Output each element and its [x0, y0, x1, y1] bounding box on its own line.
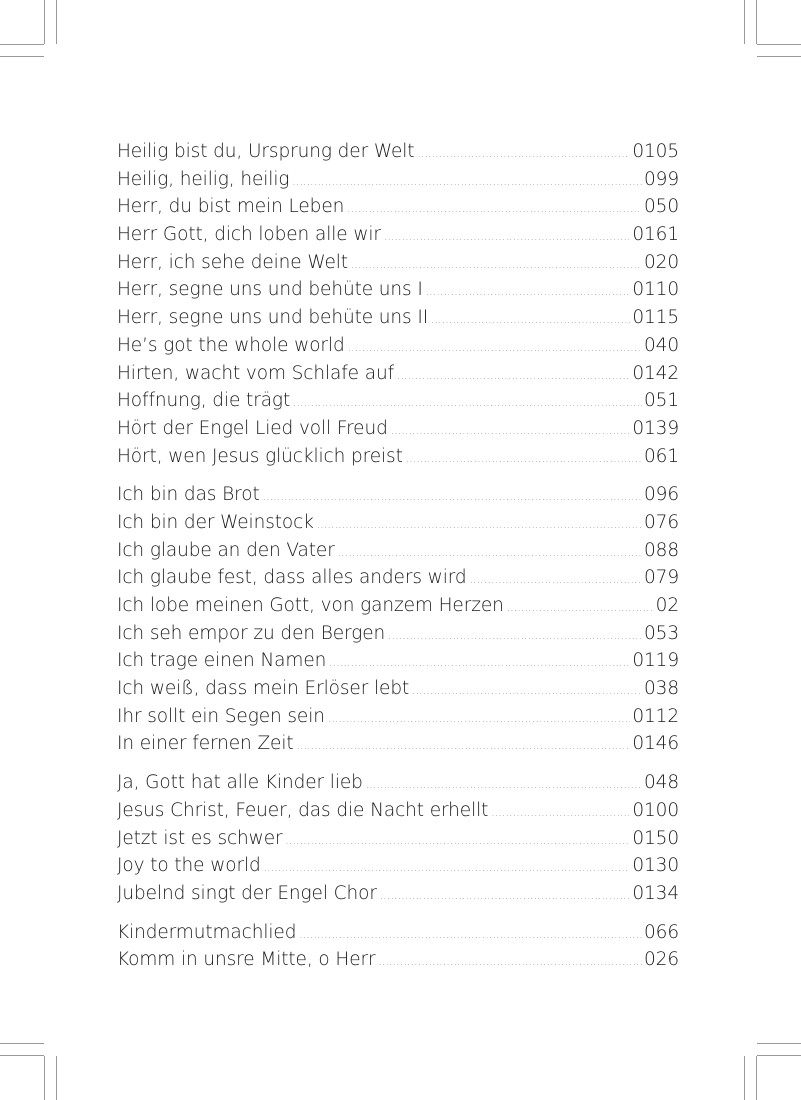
index-group [117, 769, 679, 907]
index-entry [117, 537, 679, 565]
song-title: Ihr sollt ein Segen sein [117, 705, 325, 727]
song-title: Herr, du bist mein Leben [117, 196, 345, 218]
crop-mark [0, 44, 44, 45]
index-entry [117, 221, 679, 249]
song-number: 0161 [632, 224, 679, 246]
index-entry [117, 415, 679, 443]
dot-leader [391, 418, 631, 446]
dot-leader [264, 855, 631, 883]
dot-leader [507, 595, 654, 623]
song-number: 0142 [632, 362, 679, 384]
song-title: Hört, wen Jesus glücklich preist [117, 445, 403, 467]
song-title: Joy to the world [117, 855, 261, 877]
song-title: Herr, ich sehe deine Welt [117, 251, 348, 273]
song-title: Ja, Gott hat alle Kinder lieb [117, 772, 363, 794]
song-title: Komm in unsre Mitte, o Herr [117, 949, 376, 971]
dot-leader [328, 706, 630, 734]
index-entry [117, 769, 679, 797]
dot-leader [293, 390, 642, 418]
crop-mark [757, 44, 801, 45]
crop-mark [757, 1043, 801, 1044]
dot-leader [263, 484, 642, 512]
song-number: 050 [643, 196, 679, 218]
song-title: Ich bin das Brot [117, 484, 260, 506]
crop-mark [756, 1056, 757, 1100]
song-title: Herr, segne uns und behüte uns II [117, 307, 429, 329]
song-number: 040 [643, 334, 679, 356]
crop-mark [757, 56, 801, 57]
crop-mark [0, 1055, 44, 1056]
song-number: 038 [643, 678, 679, 700]
song-number: 099 [643, 168, 679, 190]
index-entry [117, 332, 679, 360]
song-number: 0115 [632, 307, 679, 329]
song-number: 0112 [632, 705, 679, 727]
song-number: 0139 [632, 417, 679, 439]
song-title: Ich weiß, dass mein Erlöser lebt [117, 678, 410, 700]
song-number: 0110 [632, 279, 679, 301]
index-entry [117, 730, 679, 758]
dot-leader [397, 363, 630, 391]
song-number: 079 [643, 567, 679, 589]
song-title: Ich glaube an den Vater [117, 539, 335, 561]
song-title: He’s got the whole world [117, 334, 345, 356]
dot-leader [329, 650, 630, 678]
dot-leader [491, 800, 630, 828]
song-title: Herr, segne uns und behüte uns I [117, 279, 423, 301]
song-title: Jetzt ist es schwer [117, 827, 283, 849]
song-number: 0130 [632, 855, 679, 877]
song-title: Ich trage einen Namen [117, 650, 327, 672]
crop-mark [744, 1056, 745, 1100]
song-number: 0134 [632, 882, 679, 904]
dot-leader [292, 169, 642, 197]
dot-leader [470, 567, 642, 595]
song-title: Ich seh empor zu den Bergen [117, 622, 386, 644]
song-title: Ich glaube fest, dass alles anders wird [117, 567, 467, 589]
song-title: Hoffnung, die trägt [117, 390, 291, 412]
crop-mark [756, 0, 757, 44]
song-title: Hört der Engel Lied voll Freud [117, 417, 388, 439]
song-title: Heilig bist du, Ursprung der Welt [117, 141, 415, 162]
index-entry [117, 387, 679, 415]
song-number: 0119 [632, 650, 679, 672]
crop-mark [56, 1056, 57, 1100]
index-entry [117, 825, 679, 853]
index-entry [117, 509, 679, 537]
dot-leader [351, 252, 642, 280]
song-number: 048 [643, 772, 679, 794]
song-number: 096 [643, 484, 679, 506]
song-number: 051 [643, 390, 679, 412]
song-title: In einer fernen Zeit [117, 733, 294, 755]
dot-leader [380, 883, 630, 911]
song-number: 061 [643, 445, 679, 467]
dot-leader [406, 446, 642, 474]
dot-leader [366, 772, 642, 800]
index-group [117, 919, 679, 974]
index-entry [117, 852, 679, 880]
index-group [117, 138, 679, 470]
dot-leader [348, 335, 642, 363]
crop-mark [0, 56, 44, 57]
index-entry [117, 880, 679, 908]
index-entry [117, 360, 679, 388]
song-number: 0150 [632, 827, 679, 849]
dot-leader [317, 512, 642, 540]
song-title: Kindermutmachlied [117, 921, 297, 943]
dot-leader [412, 678, 642, 706]
song-title: Ich lobe meinen Gott, von ganzem Herzen [117, 595, 504, 616]
index-entry [117, 675, 679, 703]
index-entry [117, 166, 679, 194]
index-entry [117, 249, 679, 277]
crop-mark [44, 1056, 45, 1100]
song-title: Herr Gott, dich loben alle wir [117, 224, 381, 246]
index-entry [117, 647, 679, 675]
dot-leader [347, 196, 642, 224]
song-number: 0100 [632, 799, 679, 821]
song-number: 026 [643, 949, 679, 971]
index-entry [117, 193, 679, 221]
song-number: 088 [643, 539, 679, 561]
crop-mark [44, 0, 45, 44]
dot-leader [297, 733, 631, 761]
dot-leader [379, 949, 642, 977]
dot-leader [426, 279, 631, 307]
dot-leader [384, 224, 630, 252]
crop-mark [744, 0, 745, 44]
index-entry [117, 620, 679, 648]
index-entry [117, 304, 679, 332]
song-title: Hirten, wacht vom Schlafe auf [117, 362, 395, 384]
song-title: Ich bin der Weinstock [117, 511, 314, 533]
song-title: Heilig, heilig, heilig [117, 168, 290, 190]
index-entry [117, 138, 679, 166]
song-number: 0105 [632, 141, 679, 162]
index-entry [117, 276, 679, 304]
index-entry [117, 946, 679, 974]
dot-leader [286, 828, 631, 856]
song-title: Jesus Christ, Feuer, das die Nacht erhellt [117, 799, 489, 821]
song-number: 076 [643, 511, 679, 533]
song-number: 020 [643, 251, 679, 273]
song-index [117, 138, 679, 985]
song-number: 053 [643, 622, 679, 644]
dot-leader [431, 307, 630, 335]
dot-leader [388, 623, 642, 651]
index-entry [117, 443, 679, 471]
crop-mark [0, 1043, 44, 1044]
crop-mark [757, 1055, 801, 1056]
song-number: 02 [655, 595, 679, 616]
index-group [117, 481, 679, 758]
dot-leader [299, 922, 642, 950]
song-title: Jubelnd singt der Engel Chor [117, 882, 377, 904]
crop-mark [56, 0, 57, 44]
dot-leader [338, 540, 642, 568]
index-entry [117, 481, 679, 509]
index-entry [117, 592, 679, 620]
index-entry [117, 919, 679, 947]
song-number: 066 [643, 921, 679, 943]
index-entry [117, 564, 679, 592]
index-entry [117, 797, 679, 825]
song-number: 0146 [632, 733, 679, 755]
index-entry [117, 703, 679, 731]
dot-leader [417, 141, 630, 169]
